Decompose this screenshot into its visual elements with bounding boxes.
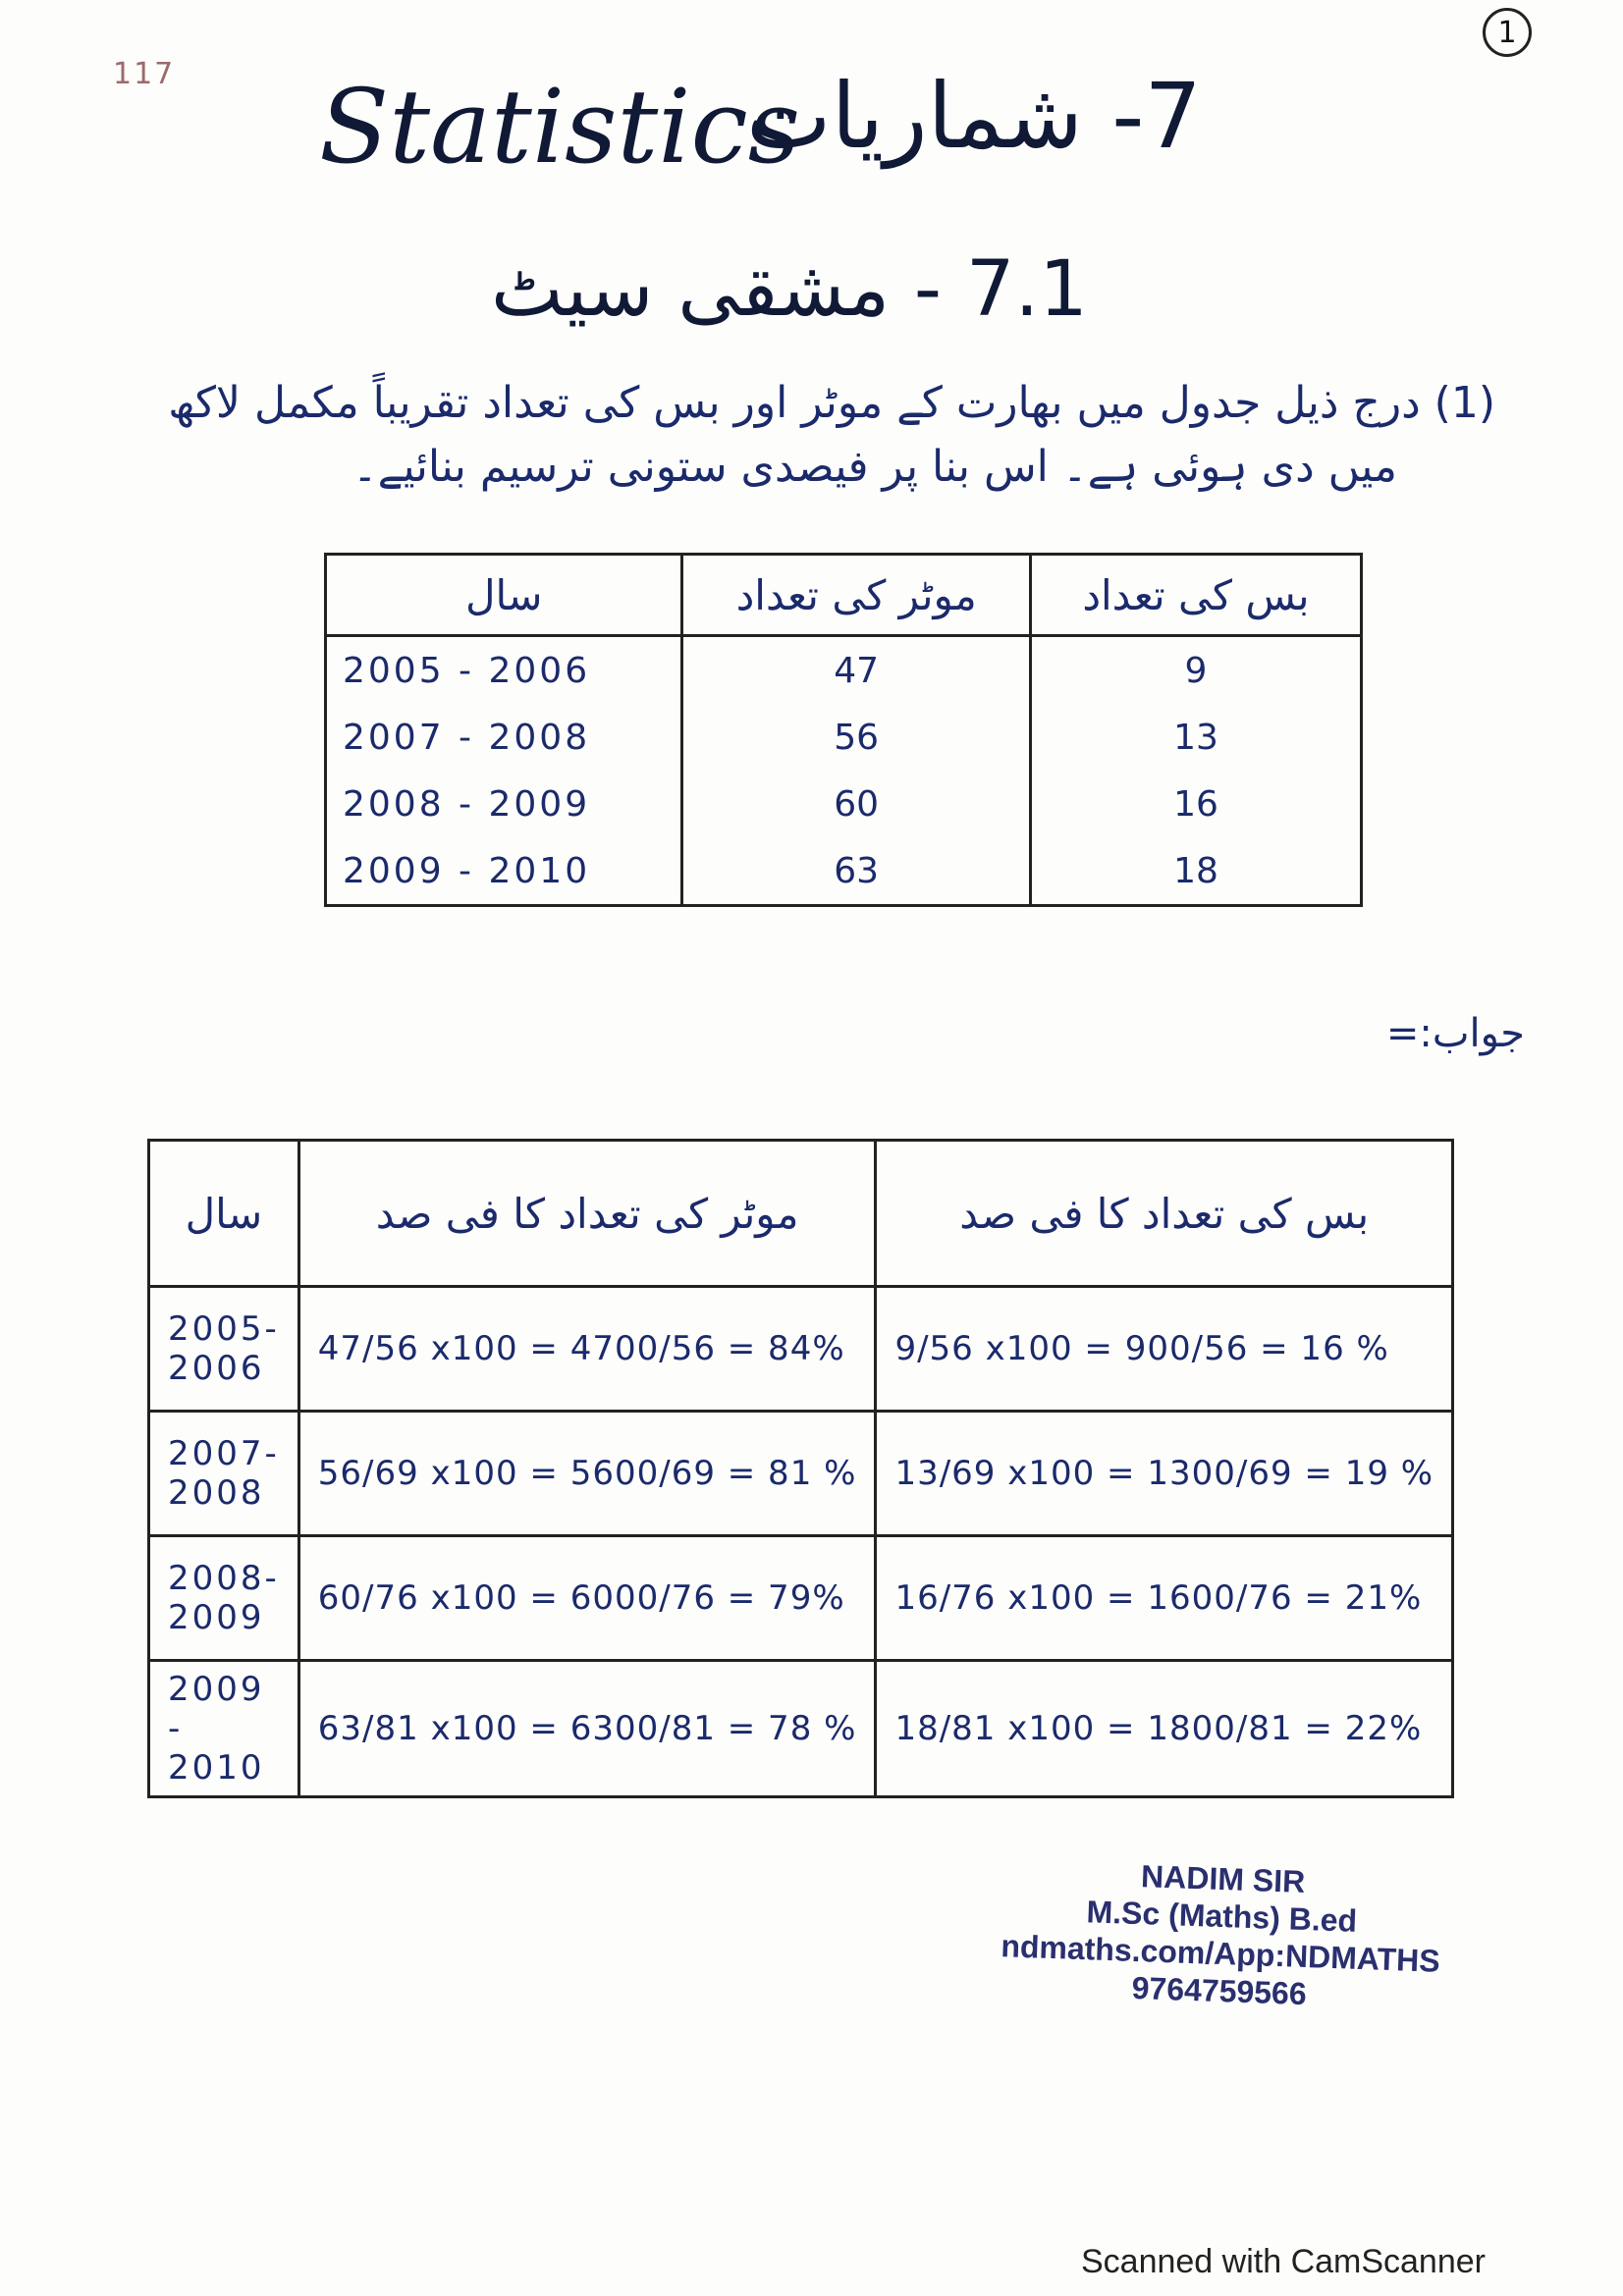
year-cell: 2008 - 2009 <box>326 771 682 837</box>
header-bus-percent: بس کی تعداد کا فی صد <box>876 1141 1453 1287</box>
year-cell: 2008- 2009 <box>149 1536 299 1661</box>
question-line-1: (1) درج ذیل جدول میں بھارت کے موٹر اور بس کی تعداد تقریباً مکمل لاکھ <box>168 378 1495 428</box>
table-row <box>326 704 1362 771</box>
year-cell: 2009 - 2010 <box>326 837 682 906</box>
stamp-phone: 9764759566 <box>1131 1969 1308 2012</box>
cars-cell: 56 <box>682 704 1031 771</box>
stamp-name: NADIM SIR <box>1140 1858 1306 1899</box>
header-buses: بس کی تعداد <box>1030 555 1361 636</box>
data-table <box>324 553 1363 907</box>
author-stamp <box>999 1852 1442 2017</box>
header-year: سال <box>326 555 682 636</box>
stamp-qualification: M.Sc (Maths) B.ed <box>1086 1894 1358 1939</box>
car-percent-cell: 47/56 x100 = 4700/56 = 84% <box>298 1287 876 1412</box>
header-cars: موٹر کی تعداد <box>682 555 1031 636</box>
title-english: Statistics <box>319 67 801 187</box>
table-row <box>149 1412 1453 1536</box>
cars-cell: 63 <box>682 837 1031 906</box>
table-header-row <box>149 1141 1453 1287</box>
corner-page-mark: 117 <box>113 57 176 91</box>
bus-percent-cell: 13/69 x100 = 1300/69 = 19 % <box>876 1412 1453 1536</box>
table-row <box>149 1536 1453 1661</box>
table-row <box>149 1287 1453 1412</box>
table-row <box>326 636 1362 705</box>
stamp-website: ndmaths.com/App:NDMATHS <box>1000 1928 1441 1979</box>
car-percent-cell: 60/76 x100 = 6000/76 = 79% <box>298 1536 876 1661</box>
buses-cell: 9 <box>1030 636 1361 705</box>
header-car-percent: موٹر کی تعداد کا فی صد <box>298 1141 876 1287</box>
table-row <box>326 771 1362 837</box>
table-header-row <box>326 555 1362 636</box>
buses-cell: 16 <box>1030 771 1361 837</box>
percentage-table <box>147 1139 1454 1798</box>
bus-percent-cell: 16/76 x100 = 1600/76 = 21% <box>876 1536 1453 1661</box>
bus-percent-cell: 9/56 x100 = 900/56 = 16 % <box>876 1287 1453 1412</box>
buses-cell: 13 <box>1030 704 1361 771</box>
table-row <box>326 837 1362 906</box>
table-row <box>149 1661 1453 1797</box>
answer-label: جواب:= <box>1385 1011 1525 1056</box>
title-urdu: 7- شماریات <box>746 64 1202 169</box>
year-cell: 2007 - 2008 <box>326 704 682 771</box>
exercise-heading: 7.1 - مشقی سیٹ <box>491 245 1088 334</box>
buses-cell: 18 <box>1030 837 1361 906</box>
car-percent-cell: 56/69 x100 = 5600/69 = 81 % <box>298 1412 876 1536</box>
year-cell: 2009 - 2010 <box>149 1661 299 1797</box>
year-cell: 2005-2006 <box>149 1287 299 1412</box>
scanner-footer: Scanned with CamScanner <box>1080 2243 1486 2280</box>
car-percent-cell: 63/81 x100 = 6300/81 = 78 % <box>298 1661 876 1797</box>
question-line-2: میں دی ہوئی ہے۔ اس بنا پر فیصدی ستونی ترسیم بنائیے۔ <box>352 442 1397 492</box>
page-number-badge: 1 <box>1483 8 1532 57</box>
header-year: سال <box>149 1141 299 1287</box>
year-cell: 2007-2008 <box>149 1412 299 1536</box>
year-cell: 2005 - 2006 <box>326 636 682 705</box>
bus-percent-cell: 18/81 x100 = 1800/81 = 22% <box>876 1661 1453 1797</box>
cars-cell: 47 <box>682 636 1031 705</box>
cars-cell: 60 <box>682 771 1031 837</box>
